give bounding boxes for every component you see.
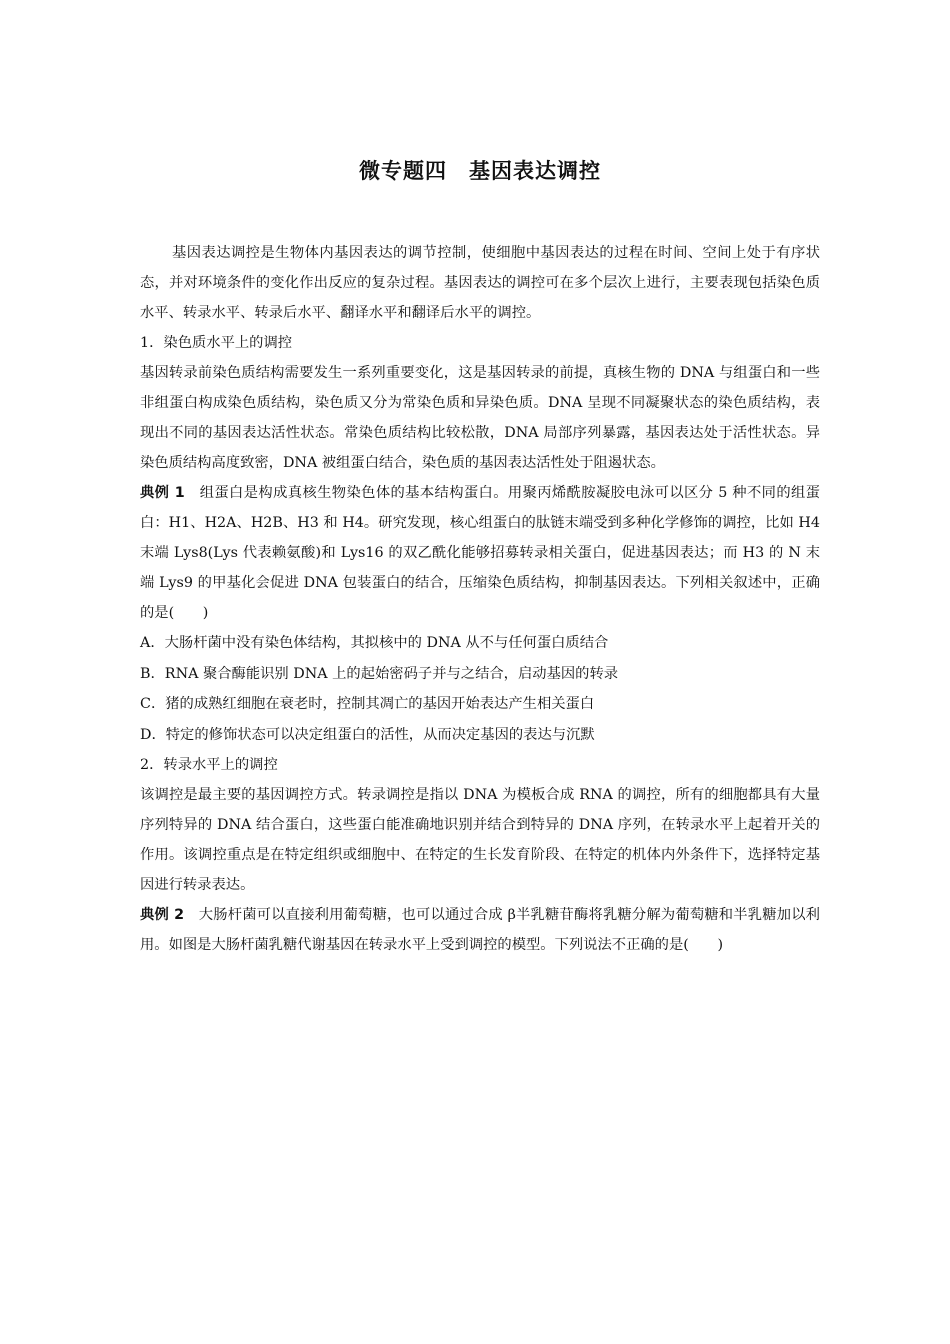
section1-heading: 1．染色质水平上的调控 (140, 335, 293, 351)
document-page (140, 150, 820, 960)
intro-paragraph: 基因表达调控是生物体内基因表达的调节控制，使细胞中基因表达的过程在时间、空间上处于有序状态，并对环境条件的变化作出反应的复杂过程。基因表达的调控可在多个层次上进行，主要表现包括染色质水平、转录水平、转录后水平、翻译水平和翻译后水平的调控。 (140, 245, 820, 321)
section2-body: 该调控是最主要的基因调控方式。转录调控是指以 DNA 为模板合成 RNA 的调控，所有的细胞都具有大量序列特异的 DNA 结合蛋白，这些蛋白能准确地识别并结合到特异的 DNA 序列，在转录水平上起着开关的作用。该调控重点是在特定组织或细胞中、在特定的生长发育阶段、在特定的机体内外条件下，选择特定基因进行转录表达。 (140, 787, 820, 893)
section2-heading: 2．转录水平上的调控 (140, 757, 278, 773)
example1-option-a: A．大肠杆菌中没有染色体结构，其拟核中的 DNA 从不与任何蛋白质结合 (140, 635, 609, 651)
example1-stem: 组蛋白是构成真核生物染色体的基本结构蛋白。用聚丙烯酰胺凝胶电泳可以区分 5 种不同的组蛋白：H1、H2A、H2B、H3 和 H4。研究发现，核心组蛋白的肽链末端受到多种化学修饰的调控，比如 H4 末端 Lys8(Lys 代表赖氨酸)和 Lys16 的双乙酰化能够招募转录相关蛋白，促进基因表达；而 H3 的 N 末端 Lys9 的甲基化会促进 DNA 包装蛋白的结合，压缩染色质结构，抑制基因表达。下列相关叙述中，正确的是( ) (140, 485, 820, 621)
example2-stem-paragraph (140, 900, 820, 960)
example1-stem-paragraph (140, 478, 820, 628)
example1-label: 典例 1 (140, 485, 185, 501)
example1-option-c: C．猪的成熟红细胞在衰老时，控制其凋亡的基因开始表达产生相关蛋白 (140, 696, 595, 712)
section1-body: 基因转录前染色质结构需要发生一系列重要变化，这是基因转录的前提，真核生物的 DNA 与组蛋白和一些非组蛋白构成染色质结构，染色质又分为常染色质和异染色质。DNA 呈现不同凝聚状态的染色质结构，表现出不同的基因表达活性状态。常染色质结构比较松散，DNA 局部序列暴露，基因表达处于活性状态。异染色质结构高度致密，DNA 被组蛋白结合，染色质的基因表达活性处于阻遏状态。 (140, 365, 820, 471)
example1-option-d: D．特定的修饰状态可以决定组蛋白的活性，从而决定基因的表达与沉默 (140, 726, 595, 743)
page-title: 微专题四 基因表达调控 (359, 159, 601, 183)
example1-option-b: B．RNA 聚合酶能识别 DNA 上的起始密码子并与之结合，启动基因的转录 (140, 665, 619, 682)
example2-stem: 大肠杆菌可以直接利用葡萄糖，也可以通过合成 β半乳糖苷酶将乳糖分解为葡萄糖和半乳糖加以利用。如图是大肠杆菌乳糖代谢基因在转录水平上受到调控的模型。下列说法不正确的是( ) (140, 907, 820, 953)
example2-label: 典例 2 (140, 907, 185, 923)
